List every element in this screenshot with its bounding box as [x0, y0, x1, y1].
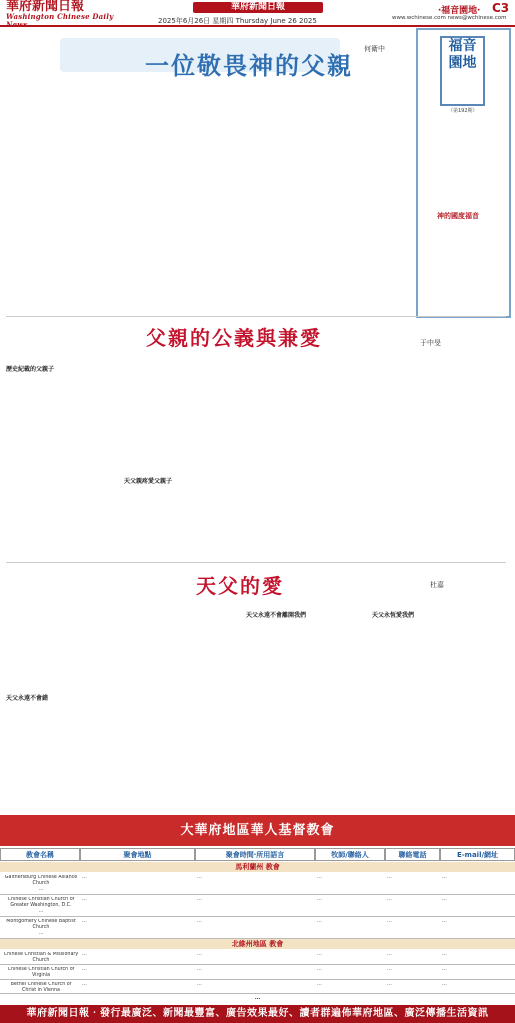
table-row — [0, 873, 515, 895]
column-header-contact: 牧師/聯絡人 — [315, 848, 385, 861]
article1-column-1 — [6, 86, 132, 316]
church-address: … — [82, 897, 87, 902]
page-number: C3 — [492, 1, 510, 15]
church-name — [3, 952, 79, 964]
church-time: … — [197, 952, 202, 957]
church-contact: … — [317, 875, 322, 880]
church-name — [3, 967, 79, 979]
masthead-divider — [0, 25, 515, 27]
article1-column-2 — [136, 86, 270, 316]
church-name-en: Chinese Christian & Missionary Church — [3, 952, 79, 963]
church-time: … — [197, 875, 202, 880]
logo — [6, 1, 116, 21]
church-name — [3, 875, 79, 893]
church-name-en: Chinese Christian Church of Virginia — [7, 967, 75, 978]
region-maryland: 馬利蘭州 教會 — [0, 862, 515, 872]
article2-column-1 — [6, 372, 118, 560]
church-address: … — [82, 919, 87, 924]
church-contact: … — [317, 967, 322, 972]
church-time: … — [197, 919, 202, 924]
region-northern-virginia: 北維州地區 教會 — [0, 939, 515, 949]
article2-author: 于中旻 — [420, 339, 441, 347]
masthead — [0, 0, 515, 24]
church-email[interactable]: … — [442, 875, 447, 880]
article3-column-1 — [6, 610, 118, 808]
table-row — [0, 917, 515, 939]
article1-column-3 — [274, 86, 410, 316]
footer-banner: 華府新聞日報‧發行最廣泛、新聞最豐富、廣告效果最好、讀者群遍佈華府地區、廣泛傳播生活資訊 — [0, 1005, 515, 1023]
article3-column-4 — [372, 620, 508, 808]
church-address: … — [82, 967, 87, 972]
church-contact: … — [317, 982, 322, 987]
church-name-cn: … — [38, 909, 44, 914]
table-row — [0, 895, 515, 917]
church-contact: … — [317, 952, 322, 957]
sidebar-church-address — [428, 222, 500, 266]
church-phone: … — [387, 982, 392, 987]
church-address: … — [82, 982, 87, 987]
article3-subhead-1: 天父永遠不會離開我們 — [246, 612, 307, 619]
church-address: … — [82, 952, 87, 957]
directory-column-headers — [0, 848, 515, 861]
table-row — [0, 950, 515, 965]
article3-subhead-3: 天父永恆愛我們 — [372, 612, 415, 619]
sidebar-issue: （第192期） — [448, 108, 478, 114]
article2-subhead-2: 天父親疼愛父親子 — [124, 478, 173, 485]
article2-column-3 — [246, 364, 366, 560]
article3-title: 天父的愛 — [196, 574, 284, 598]
church-phone: … — [387, 919, 392, 924]
church-phone: … — [387, 897, 392, 902]
church-phone: … — [387, 967, 392, 972]
column-header-email: E-mail/網址 — [440, 848, 515, 861]
article3-column-3 — [246, 620, 366, 808]
church-email[interactable]: … — [442, 982, 447, 987]
table-row — [0, 965, 515, 980]
church-name-cn: … — [38, 887, 44, 892]
directory-notice: … — [254, 995, 261, 1001]
sidebar-title-text: 福音園地 — [448, 38, 477, 71]
date-line: 2025年6月26日 星期四 Thursday June 26 2025 — [158, 17, 317, 25]
church-email[interactable]: … — [442, 952, 447, 957]
church-name-en: Chinese Christian Church of Greater Washington, D.C. — [7, 897, 75, 908]
table-row — [0, 980, 515, 994]
divider — [6, 562, 506, 563]
paper-name: 華府新聞日報 — [193, 2, 323, 13]
church-email[interactable]: … — [442, 967, 447, 972]
article2-column-4 — [372, 364, 508, 560]
directory-title: 大華府地區華人基督教會 — [0, 815, 515, 846]
church-phone: … — [387, 952, 392, 957]
church-phone: … — [387, 875, 392, 880]
church-contact: … — [317, 897, 322, 902]
church-email[interactable]: … — [442, 897, 447, 902]
church-email[interactable]: … — [442, 919, 447, 924]
article3-author: 杜嘉 — [430, 581, 444, 589]
column-header-phone: 聯絡電話 — [385, 848, 440, 861]
article2-column-2 — [124, 364, 240, 560]
church-name-en: Bethel Chinese Church of Christ in Vienna — [10, 982, 72, 993]
logo-cn: 華府新聞日報 — [6, 0, 85, 14]
sidebar-church-name: 神的國度福音 — [437, 212, 479, 220]
article3-column-2 — [124, 610, 240, 808]
logo-en: Washington Chinese Daily — [6, 12, 114, 21]
church-time: … — [197, 897, 202, 902]
article1-author: 何衛中 — [364, 45, 385, 53]
church-name-en: Gaithersburg Chinese Alliance Church — [4, 875, 78, 886]
church-name — [3, 897, 79, 915]
sidebar-text — [420, 118, 506, 206]
church-name — [3, 919, 79, 937]
column-header-address: 聚會地點 — [80, 848, 195, 861]
article3-subhead-2: 天父永遠不會錯 — [6, 695, 49, 702]
section-label: ‧福音園地‧ — [438, 6, 481, 16]
article2-subhead-1: 歷史紀載的父親子 — [6, 366, 55, 373]
church-address: … — [82, 875, 87, 880]
church-time: … — [197, 967, 202, 972]
church-contact: … — [317, 919, 322, 924]
article2-title: 父親的公義與兼愛 — [146, 326, 322, 350]
church-name-cn: … — [38, 931, 44, 936]
church-time: … — [197, 982, 202, 987]
article1-title: 一位敬畏神的父親 — [145, 51, 353, 80]
column-header-time: 聚會時間‧所用語言 — [195, 848, 315, 861]
column-header-church: 教會名稱 — [0, 848, 80, 861]
divider — [6, 316, 506, 317]
sidebar-title — [440, 36, 485, 106]
church-name-en: Montgomery Chinese Baptist Church — [6, 919, 76, 930]
contact-line: www.wchinese.com news@wchinese.com — [392, 15, 507, 21]
